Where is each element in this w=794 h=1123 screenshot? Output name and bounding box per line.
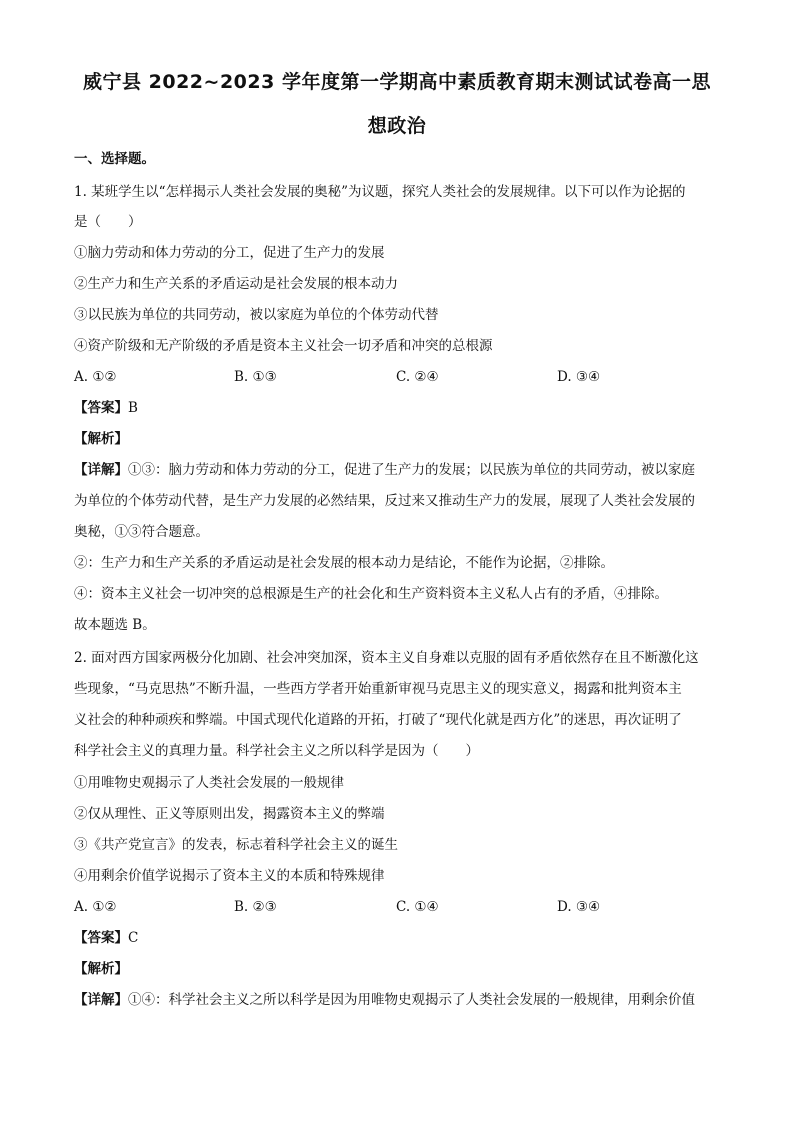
q1-analysis-label: 【解析】 [74, 431, 128, 447]
section-heading: 一、选择题。 [74, 151, 155, 167]
q1-detail-line-1 [74, 461, 724, 479]
q1-detail-line-6: 故本题选 B。 [74, 617, 156, 633]
q2-statement-1: ①用唯物史观揭示了人类社会发展的一般规律 [74, 775, 344, 791]
q2-stem-line-4: 科学社会主义的真理力量。科学社会主义之所以科学是因为（ ） [74, 743, 479, 759]
q1-option-d: D. ③④ [557, 369, 601, 385]
q1-statement-4: ④资产阶级和无产阶级的矛盾是资本主义社会一切矛盾和冲突的总根源 [74, 338, 493, 354]
q2-statement-3: ③《共产党宣言》的发表，标志着科学社会主义的诞生 [74, 837, 398, 853]
q1-detail-text-1: ①③：脑力劳动和体力劳动的分工，促进了生产力的发展；以民族为单位的共同劳动，被以家庭 [128, 462, 695, 478]
q1-statement-3: ③以民族为单位的共同劳动，被以家庭为单位的个体劳动代替 [74, 307, 439, 323]
q1-detail-line-5: ④：资本主义社会一切冲突的总根源是生产的社会化和生产资料资本主义私人占有的矛盾，④排除。 [74, 586, 668, 602]
q2-answer-value: C [128, 930, 139, 946]
q2-option-d: D. ③④ [557, 899, 601, 915]
q1-detail-line-3: 奥秘，①③符合题意。 [74, 524, 209, 540]
q2-analysis-label: 【解析】 [74, 961, 128, 977]
q1-detail-line-4: ②：生产力和生产关系的矛盾运动是社会发展的根本动力是结论，不能作为论据，②排除。 [74, 555, 614, 571]
q2-detail-line-1 [74, 991, 724, 1009]
q1-stem-line-1: 1. 某班学生以“怎样揭示人类社会发展的奥秘”为议题，探究人类社会的发展规律。以下可以作为论据的 [74, 184, 686, 200]
q1-stem-line-2: 是（ ） [74, 214, 142, 230]
q2-detail-text-1: ①④：科学社会主义之所以科学是因为用唯物史观揭示了人类社会发展的一般规律，用剩余价值 [128, 992, 695, 1008]
q1-answer-label: 【答案】 [74, 400, 128, 416]
q2-option-b: B. ②③ [234, 899, 277, 915]
q1-answer [74, 399, 724, 417]
document-title-line-2: 想政治 [367, 115, 427, 137]
q2-option-c: C. ①④ [396, 899, 439, 915]
q1-answer-value: B [128, 400, 138, 416]
q2-statement-2: ②仅从理性、正义等原则出发，揭露资本主义的弊端 [74, 806, 385, 822]
q2-option-a: A. ①② [74, 899, 117, 915]
q2-answer-label: 【答案】 [74, 930, 128, 946]
q2-detail-label: 【详解】 [74, 992, 128, 1008]
q2-statement-4: ④用剩余价值学说揭示了资本主义的本质和特殊规律 [74, 868, 385, 884]
q2-answer [74, 929, 724, 947]
q1-option-b: B. ①③ [234, 369, 277, 385]
q2-stem-line-1: 2. 面对西方国家两极分化加剧、社会冲突加深，资本主义自身难以克服的固有矛盾依然存在且不断激化这 [74, 650, 699, 666]
q1-detail-line-2: 为单位的个体劳动代替，是生产力发展的必然结果，反过来又推动生产力的发展，展现了人类社会发展的 [74, 493, 695, 509]
document-title-line-1: 威宁县 2022~2023 学年度第一学期高中素质教育期末测试试卷高一思 [83, 71, 711, 93]
q1-option-c: C. ②④ [396, 369, 439, 385]
q1-statement-1: ①脑力劳动和体力劳动的分工，促进了生产力的发展 [74, 245, 385, 261]
q1-option-a: A. ①② [74, 369, 117, 385]
q1-statement-2: ②生产力和生产关系的矛盾运动是社会发展的根本动力 [74, 276, 398, 292]
q2-stem-line-3: 义社会的种种顽疾和弊端。中国式现代化道路的开拓，打破了“现代化就是西方化”的迷思，再次证明了 [74, 712, 682, 728]
q1-detail-label: 【详解】 [74, 462, 128, 478]
q2-stem-line-2: 些现象，“马克思热”不断升温，一些西方学者开始重新审视马克思主义的现实意义，揭露和批判资本主 [74, 681, 682, 697]
